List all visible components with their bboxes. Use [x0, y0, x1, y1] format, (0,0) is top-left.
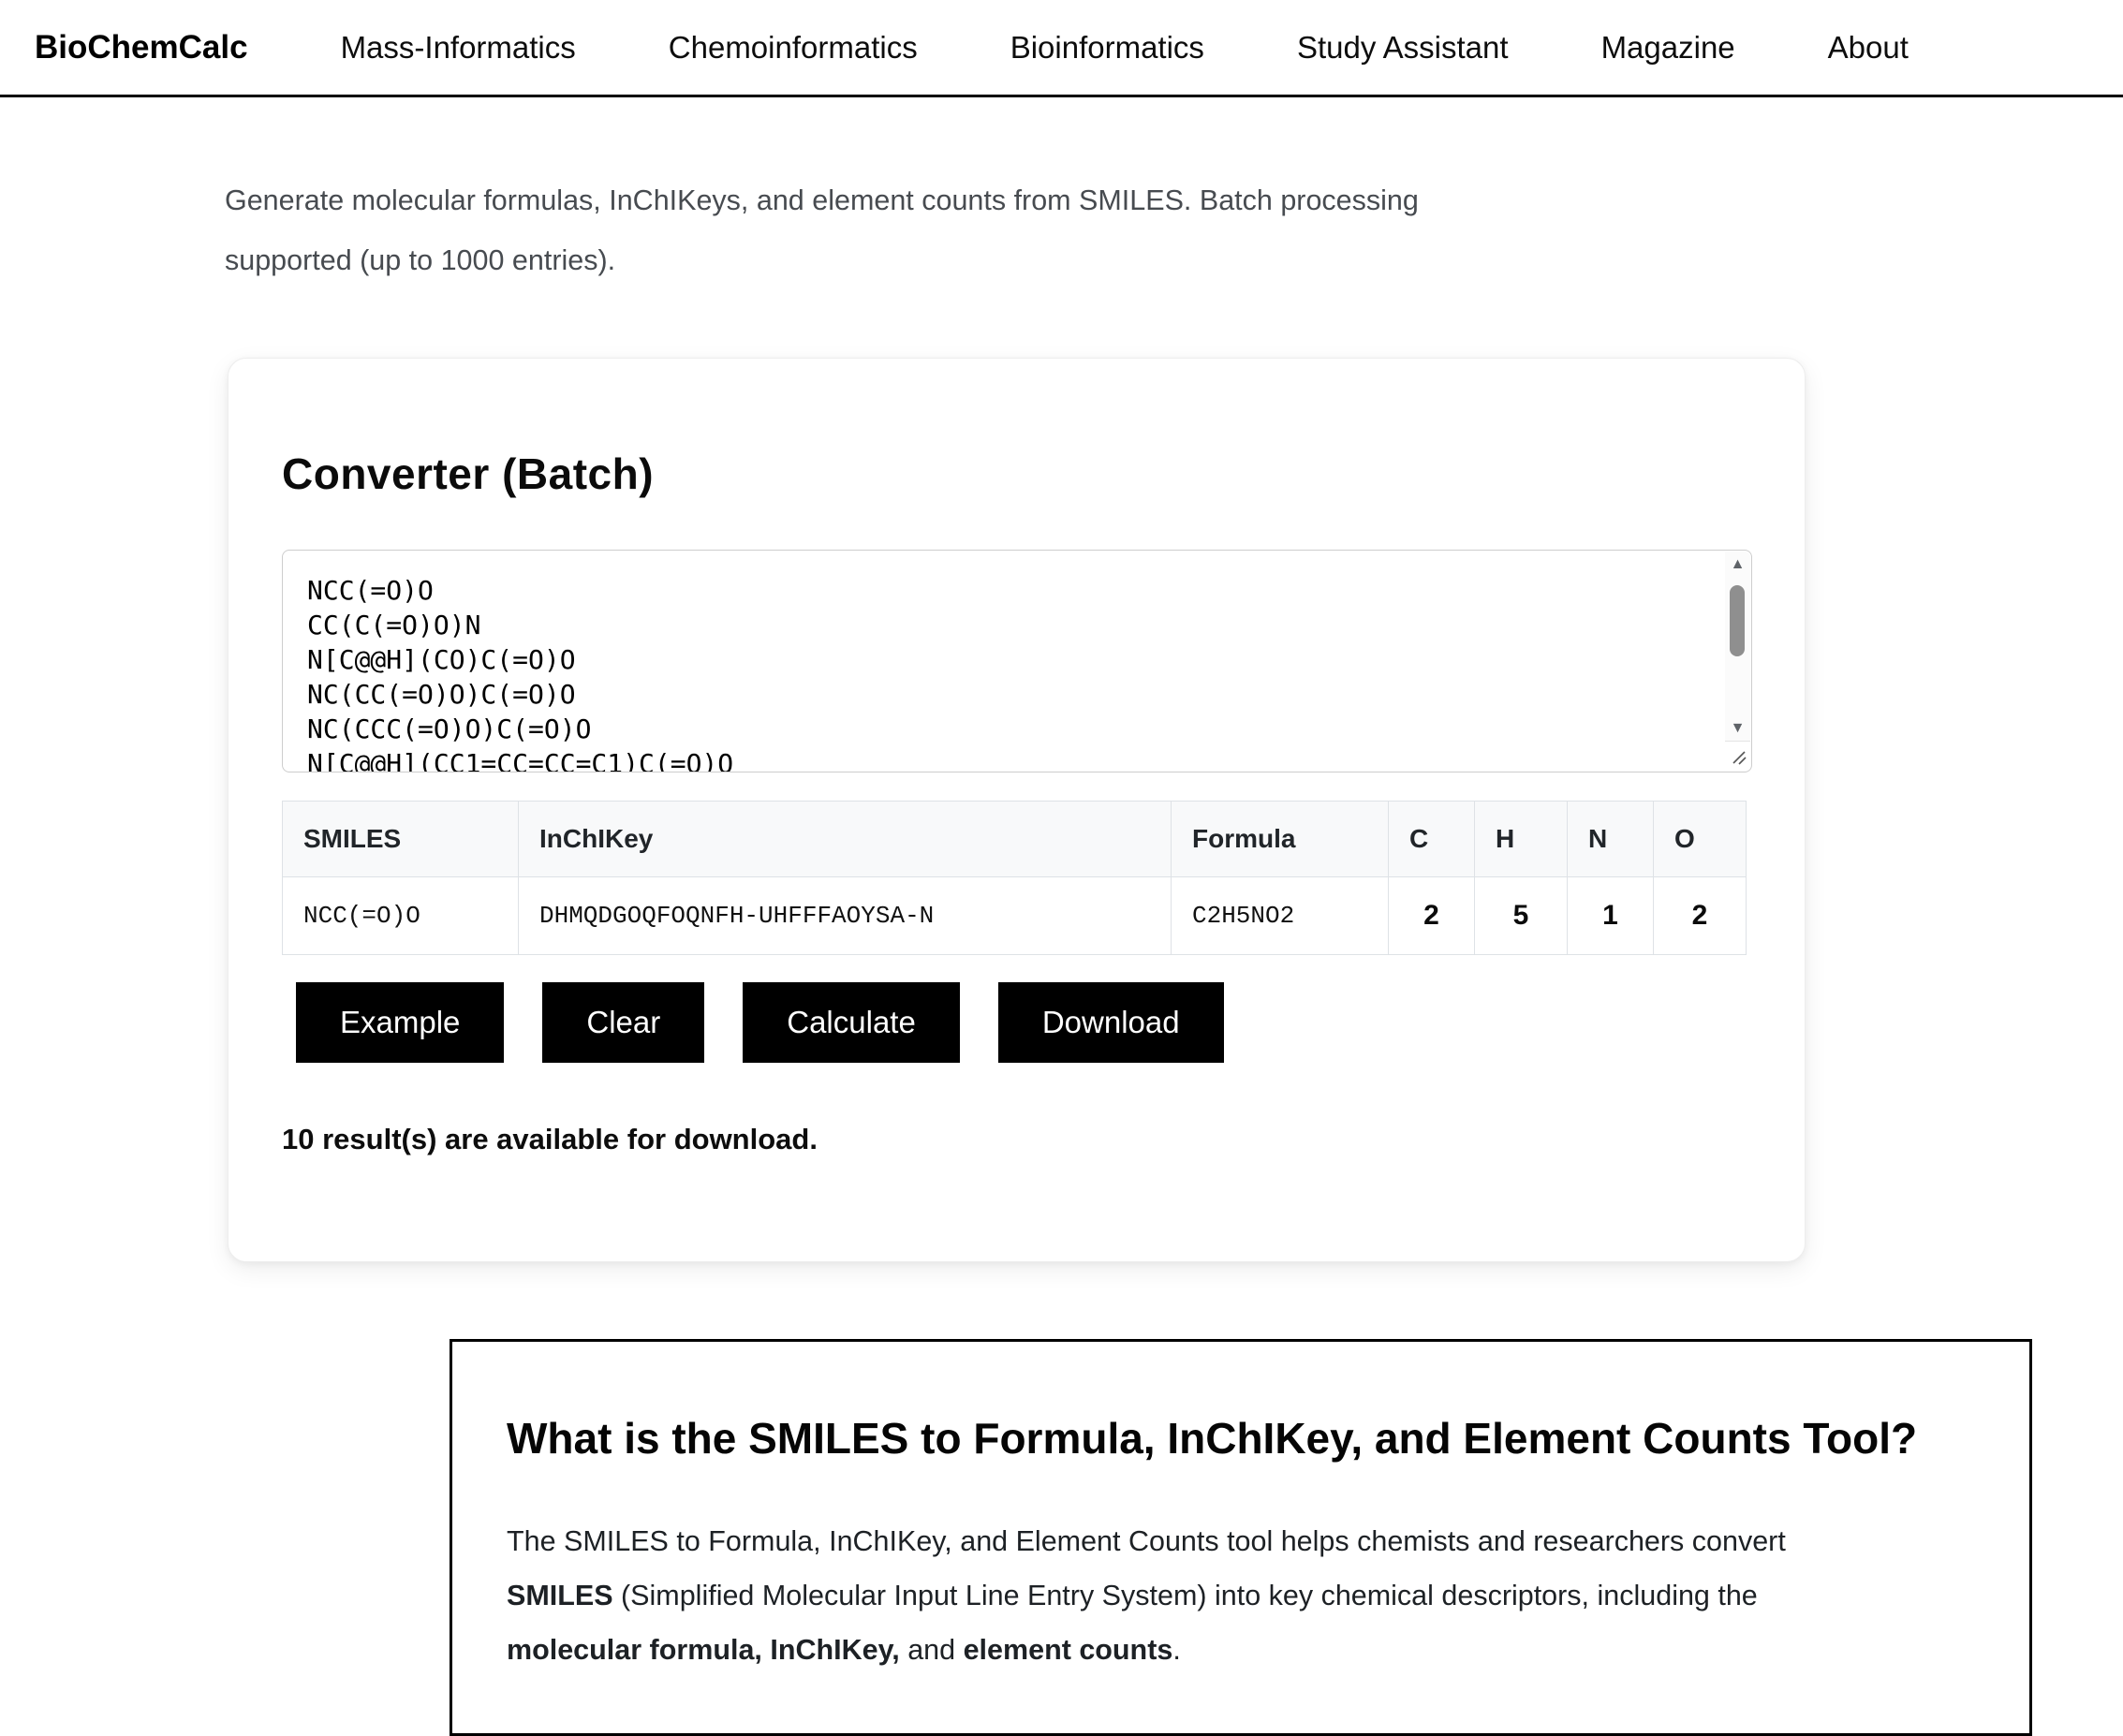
- clear-button[interactable]: Clear: [542, 982, 704, 1063]
- brand-logo[interactable]: BioChemCalc: [35, 28, 248, 66]
- info-paragraph-segment: (Simplified Molecular Input Line Entry System) into key chemical descriptors, including the: [612, 1580, 1758, 1611]
- cell-count-n: 1: [1568, 877, 1654, 955]
- col-header-inchikey: InChIKey: [519, 802, 1172, 877]
- col-header-o: O: [1654, 802, 1747, 877]
- button-row: [296, 982, 1751, 1063]
- converter-card: [228, 358, 1806, 1262]
- scroll-up-icon[interactable]: ▲: [1730, 556, 1746, 572]
- info-box: [450, 1339, 2032, 1736]
- info-paragraph-segment: .: [1172, 1634, 1181, 1666]
- info-paragraph: [507, 1514, 1874, 1677]
- smiles-input-wrapper: [282, 550, 1752, 772]
- textarea-resize-handle[interactable]: [1725, 741, 1750, 771]
- calculate-button[interactable]: Calculate: [743, 982, 960, 1063]
- page-main: [0, 97, 2123, 1736]
- info-paragraph-segment-bold: SMILES: [507, 1580, 613, 1611]
- info-paragraph-segment: The SMILES to Formula, InChIKey, and Element Counts tool helps chemists and researchers convert: [507, 1525, 1786, 1557]
- textarea-scrollbar[interactable]: [1725, 552, 1750, 742]
- resize-grip-icon: [1729, 747, 1747, 766]
- cell-count-c: 2: [1389, 877, 1475, 955]
- nav-item-bioinformatics[interactable]: Bioinformatics: [1010, 29, 1204, 65]
- example-button[interactable]: Example: [296, 982, 504, 1063]
- col-header-n: N: [1568, 802, 1654, 877]
- tool-description: Generate molecular formulas, InChIKeys, and element counts from SMILES. Batch processing supported (up to 1000 entries).: [225, 184, 1419, 276]
- cell-formula: C2H5NO2: [1172, 877, 1389, 955]
- info-paragraph-segment-bold: element counts: [963, 1634, 1173, 1666]
- smiles-batch-input[interactable]: [282, 550, 1752, 772]
- col-header-smiles: SMILES: [283, 802, 519, 877]
- info-paragraph-segment: and: [899, 1634, 964, 1666]
- col-header-c: C: [1389, 802, 1475, 877]
- results-table: [282, 801, 1747, 955]
- scroll-down-icon[interactable]: ▼: [1730, 720, 1746, 736]
- download-button[interactable]: Download: [998, 982, 1224, 1063]
- nav-item-magazine[interactable]: Magazine: [1600, 29, 1735, 65]
- cell-inchikey: DHMQDGOQFOQNFH-UHFFFAOYSA-N: [519, 877, 1172, 955]
- top-navigation: [0, 0, 2123, 97]
- cell-smiles: NCC(=O)O: [283, 877, 519, 955]
- nav-item-about[interactable]: About: [1827, 29, 1909, 65]
- col-header-h: H: [1475, 802, 1568, 877]
- card-title: Converter (Batch): [282, 449, 655, 498]
- info-paragraph-segment-bold: molecular formula, InChIKey,: [507, 1634, 900, 1666]
- nav-item-study-assistant[interactable]: Study Assistant: [1296, 29, 1509, 65]
- table-header-row: [283, 802, 1747, 877]
- table-row: [283, 877, 1747, 955]
- nav-item-mass-informatics[interactable]: Mass-Informatics: [340, 29, 576, 65]
- col-header-formula: Formula: [1172, 802, 1389, 877]
- scrollbar-thumb[interactable]: [1730, 585, 1745, 656]
- cell-count-h: 5: [1475, 877, 1568, 955]
- results-status-text: 10 result(s) are available for download.: [282, 1123, 818, 1155]
- cell-count-o: 2: [1654, 877, 1747, 955]
- nav-item-chemoinformatics[interactable]: Chemoinformatics: [668, 29, 918, 65]
- info-title: What is the SMILES to Formula, InChIKey, and Element Counts Tool?: [507, 1414, 1918, 1463]
